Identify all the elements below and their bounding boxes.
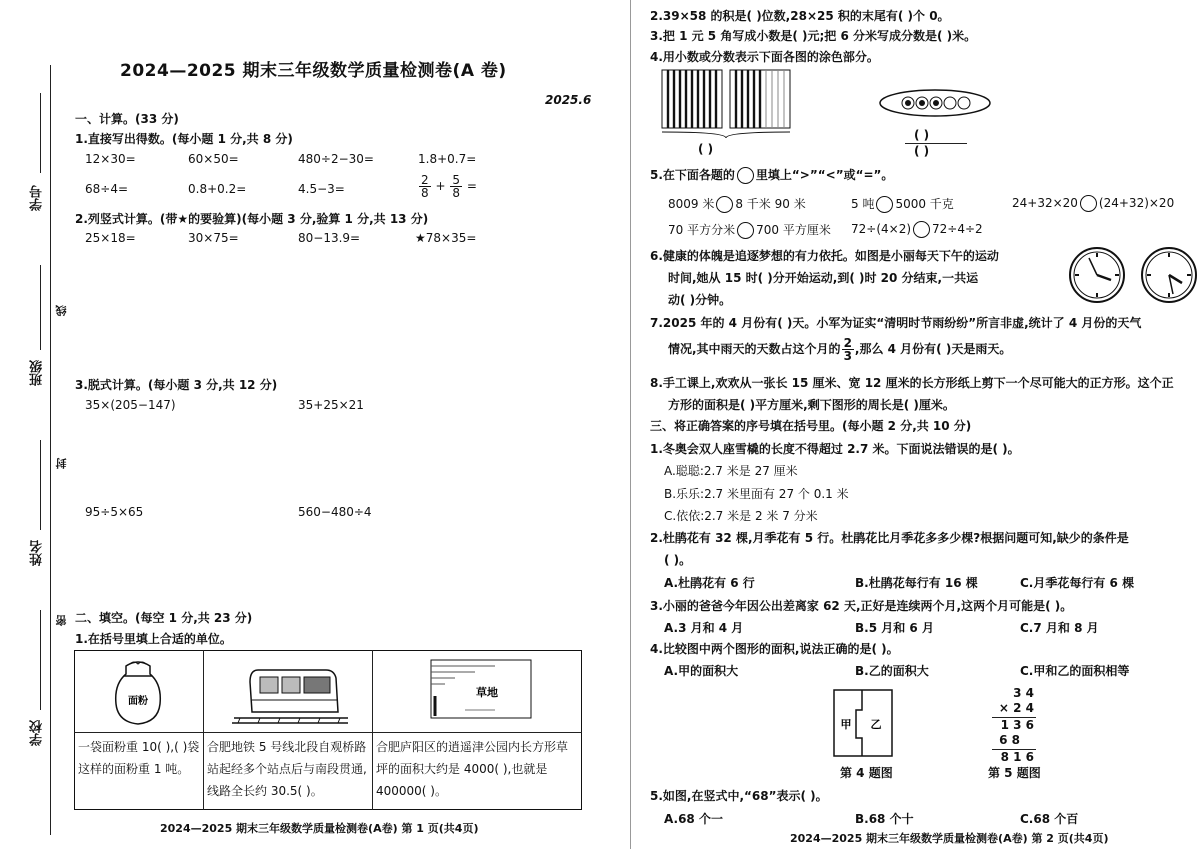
choice-option: C.依依:2.7 米是 2 米 7 分米 xyxy=(664,509,818,523)
vertical-calc-row: 3 4 xyxy=(1013,686,1034,700)
shaded-strips-figure xyxy=(660,68,796,140)
calc-item: 12×30= xyxy=(85,152,136,166)
vertical-calc-row: 6 8 xyxy=(999,733,1020,747)
choice-q5: 5.如图,在竖式中,“68”表示( )。 xyxy=(650,789,828,803)
table-cell-flour: 一袋面粉重 10( ),( )袋这样的面粉重 1 吨。 xyxy=(78,740,200,776)
clock-start-icon xyxy=(1068,246,1126,304)
lawn-label: 草地 xyxy=(476,686,498,699)
choice-q2-blank: ( )。 xyxy=(664,553,692,567)
section-1-q2-heading: 2.列竖式计算。(带★的要验算)(每小题 3 分,验算 1 分,共 13 分) xyxy=(75,212,429,226)
compare-circle-icon xyxy=(876,196,893,213)
choice-option: C.甲和乙的面积相等 xyxy=(1020,664,1130,678)
seal-line-feng: 封 xyxy=(55,458,68,469)
section-2-heading: 二、填空。(每空 1 分,共 23 分) xyxy=(75,611,253,625)
section-2-q1-heading: 1.在括号里填上合适的单位。 xyxy=(75,632,232,646)
choice-option: A.聪聪:2.7 米是 27 厘米 xyxy=(664,464,798,478)
column-calc-item: 25×18= xyxy=(85,231,136,245)
column-calc-item-verify: ★78×35= xyxy=(415,231,477,245)
choice-option: A.甲的面积大 xyxy=(664,664,739,678)
fill-q2: 2.39×58 的积是( )位数,28×25 积的末尾有( )个 0。 xyxy=(650,9,950,23)
stepwise-calc-item: 95÷5×65 xyxy=(85,505,144,519)
page-footer-1: 2024—2025 期末三年级数学质量检测卷(A卷) 第 1 页(共4页) xyxy=(160,822,479,835)
figure-5-caption: 第 5 题图 xyxy=(988,766,1041,780)
fill-q3: 3.把 1 元 5 角写成小数是( )元;把 6 分米写成分数是( )米。 xyxy=(650,29,977,43)
lawn-image xyxy=(425,656,535,724)
column-calc-item: 30×75= xyxy=(188,231,239,245)
binding-line xyxy=(50,65,51,835)
compare-item: 5 吨 5000 千克 xyxy=(851,197,954,211)
choice-option: A.3 月和 4 月 xyxy=(664,621,744,635)
stepwise-calc-item: 560−480÷4 xyxy=(298,505,372,519)
exam-date: 2025.6 xyxy=(545,93,592,107)
stepwise-calc-item: 35+25×21 xyxy=(298,398,364,412)
compare-circle-icon xyxy=(1080,195,1097,212)
section-1-q1-heading: 1.直接写出得数。(每小题 1 分,共 8 分) xyxy=(75,132,293,146)
q4-blank-3: ( ) xyxy=(914,144,930,158)
table-cell-metro: 合肥地铁 5 号线北段自观桥路站起经多个站点后与南段贯通,线路全长约 30.5( )。 xyxy=(207,740,367,798)
calc-item: 0.8+0.2= xyxy=(188,182,247,196)
choice-option: C.7 月和 8 月 xyxy=(1020,621,1099,635)
compare-circle-icon xyxy=(737,222,754,239)
ellipse-circles-figure xyxy=(878,88,992,118)
name-blank xyxy=(40,440,41,530)
choice-option: B.5 月和 6 月 xyxy=(855,621,934,635)
fill-q8-line2: 方形的面积是( )平方厘米,剩下图形的周长是( )厘米。 xyxy=(668,398,955,412)
q4-blank-1: ( ) xyxy=(698,142,714,156)
calc-item: 4.5−3= xyxy=(298,182,345,196)
fill-q4: 4.用小数或分数表示下面各图的涂色部分。 xyxy=(650,50,879,64)
svg-text:甲: 甲 xyxy=(840,718,852,731)
choice-q3: 3.小丽的爸爸今年因公出差离家 62 天,正好是连续两个月,这两个月可能是( )。 xyxy=(650,599,1073,613)
table-divider xyxy=(74,732,582,733)
clock-end-icon xyxy=(1140,246,1198,304)
fill-q8-line1: 8.手工课上,欢欢从一张长 15 厘米、宽 12 厘米的长方形纸上剪下一个尽可能大的正方形。这个正 xyxy=(650,376,1174,390)
vertical-calc-row: × 2 4 xyxy=(998,701,1034,715)
choice-q2: 2.杜鹃花有 32 棵,月季花有 5 行。杜鹃花比月季花多多少棵?根据问题可知,缺少的条件是 xyxy=(650,531,1129,545)
compare-circle-icon xyxy=(737,167,754,184)
flour-label: 面粉 xyxy=(128,696,148,707)
table-divider xyxy=(203,650,204,810)
class-label: 班级 xyxy=(30,360,45,386)
school-blank xyxy=(40,610,41,710)
section-1-q3-heading: 3.脱式计算。(每小题 3 分,共 12 分) xyxy=(75,378,278,392)
page-footer-2: 2024—2025 期末三年级数学质量检测卷(A卷) 第 2 页(共4页) xyxy=(790,832,1109,845)
figure-4-shapes xyxy=(832,688,896,760)
vertical-calc-row: 8 1 6 xyxy=(1000,750,1034,764)
compare-item: 72÷(4×2) 72÷4÷2 xyxy=(851,222,983,236)
flour-bag-image xyxy=(110,656,166,728)
class-blank xyxy=(40,265,41,350)
student-number-label: 学号 xyxy=(30,185,45,211)
choice-option: C.月季花每行有 6 棵 xyxy=(1020,576,1135,590)
table-cell-lawn: 合肥庐阳区的逍遥津公园内长方形草坪的面积大约是 4000( ),也就是 400000( )。 xyxy=(376,740,569,798)
compare-item: 8009 米 8 千米 90 米 xyxy=(668,197,806,211)
stepwise-calc-item: 35×(205−147) xyxy=(85,398,176,412)
student-number-blank xyxy=(40,93,41,173)
compare-circle-icon xyxy=(716,196,733,213)
section-1-heading: 一、计算。(33 分) xyxy=(75,112,179,126)
metro-train-image xyxy=(230,660,350,726)
fraction-calc-item: $\frac{2}{8}$ + $\frac{5}{8}$ = xyxy=(421,173,477,200)
fill-q6-line3: 动( )分钟。 xyxy=(668,293,732,307)
compare-item: 24+32×20 (24+32)×20 xyxy=(1012,196,1175,210)
calc-item: 1.8+0.7= xyxy=(418,152,477,166)
choice-option: A.杜鹃花有 6 行 xyxy=(664,576,755,590)
name-label: 姓名 xyxy=(30,540,45,566)
calc-item: 60×50= xyxy=(188,152,239,166)
column-calc-item: 80−13.9= xyxy=(298,231,361,245)
school-label: 学校 xyxy=(30,720,45,746)
compare-circle-icon xyxy=(913,221,930,238)
section-3-heading: 三、将正确答案的序号填在括号里。(每小题 2 分,共 10 分) xyxy=(650,419,972,433)
vertical-calc-row: 1 3 6 xyxy=(1000,718,1034,732)
fill-q6-line1: 6.健康的体魄是追逐梦想的有力依托。如图是小丽每天下午的运动 xyxy=(650,249,999,263)
figure-4-caption: 第 4 题图 xyxy=(840,766,893,780)
calc-item: 480÷2−30= xyxy=(298,152,374,166)
exam-title: 2024—2025 期末三年级数学质量检测卷(A 卷) xyxy=(120,61,507,81)
choice-option: B.杜鹃花每行有 16 棵 xyxy=(855,576,978,590)
choice-option: C.68 个百 xyxy=(1020,812,1079,826)
seal-line-xian: 线 xyxy=(55,305,68,316)
choice-option: B.乙的面积大 xyxy=(855,664,929,678)
fill-q7-line1: 7.2025 年的 4 月份有( )天。小军为证实“清明时节雨纷纷”所言非虚,统计了 4 月份的天气 xyxy=(650,316,1142,330)
choice-option: A.68 个一 xyxy=(664,812,723,826)
choice-option: B.68 个十 xyxy=(855,812,914,826)
page-divider xyxy=(630,0,631,849)
choice-q1: 1.冬奥会双人座雪橇的长度不得超过 2.7 米。下面说法错误的是( )。 xyxy=(650,442,1020,456)
calc-item: 68÷4= xyxy=(85,182,129,196)
svg-text:乙: 乙 xyxy=(870,718,882,731)
seal-line-mi: 密 xyxy=(55,615,68,626)
fill-q5: 5.在下面各题的 里填上“>”“<”或“=”。 xyxy=(650,168,894,182)
q4-blank-2: ( ) xyxy=(914,128,930,142)
fill-q6-line2: 时间,她从 15 时( )分开始运动,到( )时 20 分结束,一共运 xyxy=(668,271,979,285)
table-divider xyxy=(372,650,373,810)
fill-q7-line2: 情况,其中雨天的天数占这个月的 $\frac{2}{3}$ ,那么 4 月份有( )天是雨天。 xyxy=(668,336,1012,363)
choice-option: B.乐乐:2.7 米里面有 27 个 0.1 米 xyxy=(664,487,849,501)
choice-q4: 4.比较图中两个图形的面积,说法正确的是( )。 xyxy=(650,642,899,656)
compare-item: 70 平方分米 700 平方厘米 xyxy=(668,223,831,237)
